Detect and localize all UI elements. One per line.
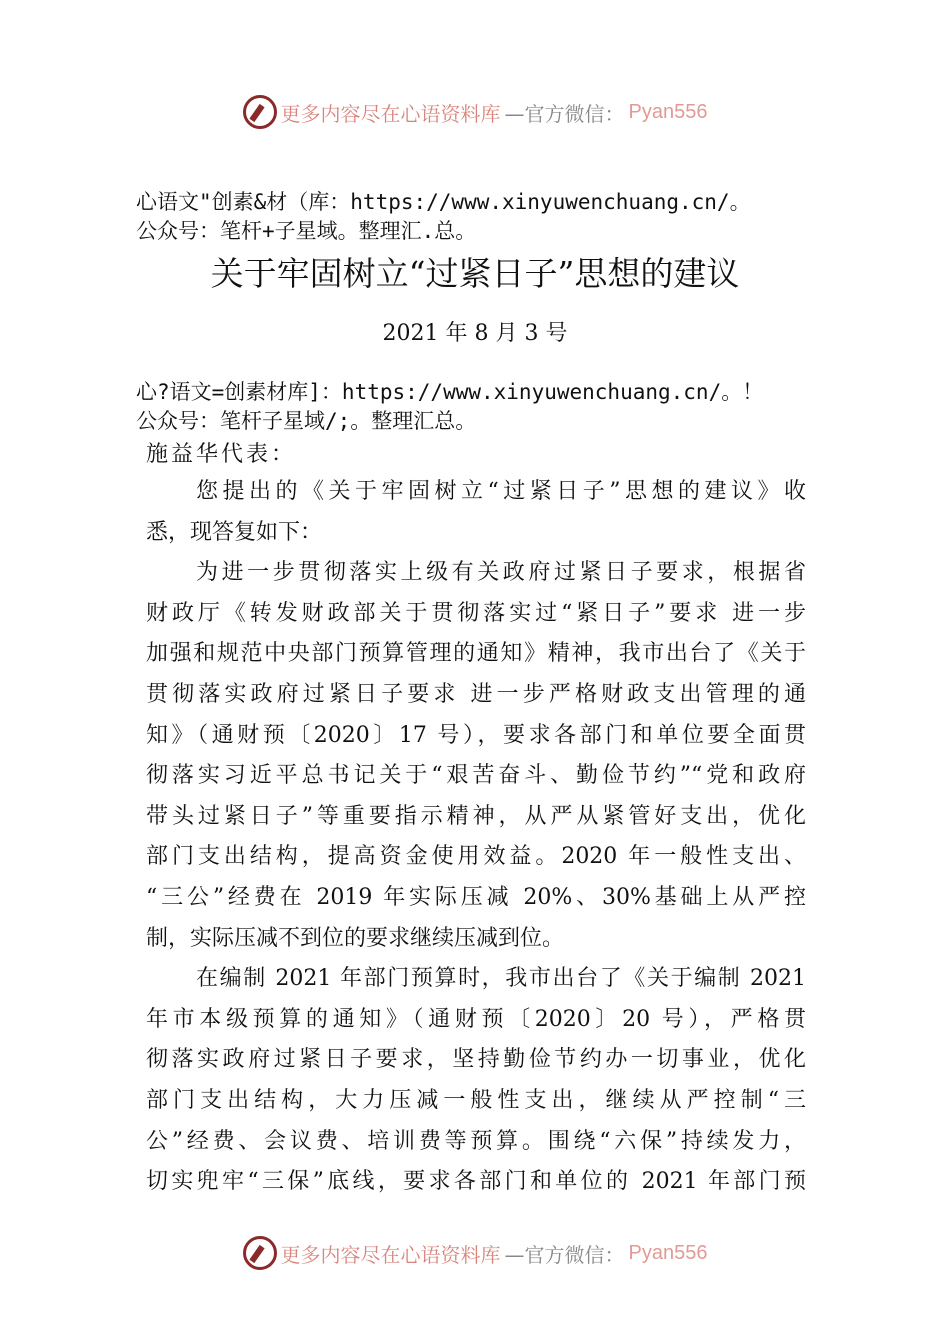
paragraph-line: 为进一步贯彻落实上级有关政府过紧日子要求，根据省 [196, 560, 806, 586]
watermark-account: Pyan556 [628, 100, 708, 123]
document-body [146, 472, 806, 1203]
note-line: 心?语文=创素材库]：https://www.xinyuwenchuang.cn/。！ [136, 380, 764, 404]
paragraph-line: 部门支出结构，大力压减一般性支出，继续从严控制“三 [146, 1087, 806, 1113]
note-line: 公众号：笔杆子星域/;。整理汇总。 [136, 409, 477, 433]
paragraph-line: 您提出的《关于牢固树立“过紧日子”思想的建议》收 [196, 479, 806, 504]
watermark-dash: —官方微信： [504, 1242, 625, 1267]
paragraph-line: 悉，现答复如下： [146, 519, 323, 545]
paragraph-line: 年市本级预算的通知》（通财预〔2020〕20 号），严格贯 [146, 1006, 806, 1032]
watermark-account: Pyan556 [628, 1241, 708, 1264]
watermark-footer [0, 1236, 950, 1270]
salutation: 施益华代表： [146, 442, 297, 467]
paragraph-line: 切实兜牢“三保”底线，要求各部门和单位的 2021 年部门预 [146, 1169, 806, 1195]
header-note [136, 188, 751, 246]
paragraph-line: 彻落实政府过紧日子要求，坚持勤俭节约办一切事业，优化 [146, 1047, 806, 1073]
paragraph-line: 彻落实习近平总书记关于“艰苦奋斗、勤俭节约”“党和政府 [146, 763, 806, 789]
paragraph-line: 部门支出结构，提高资金使用效益。2020 年一般性支出、 [146, 844, 806, 870]
note-line: 公众号：笔杆+子星域。整理汇.总。 [136, 219, 477, 243]
watermark-brand: 更多内容尽在心语资料库 [280, 1242, 501, 1267]
document-date: 2021 年 8 月 3 号 [382, 321, 568, 346]
pen-logo-icon [243, 1236, 277, 1270]
paragraph-line: 制，实际压减不到位的要求继续压减到位。 [146, 925, 565, 951]
paragraph-line: 贯彻落实政府过紧日子要求 进一步严格财政支出管理的通 [146, 681, 806, 707]
paragraph-line: 知》（通财预〔2020〕17 号），要求各部门和单位要全面贯 [146, 722, 806, 748]
watermark-header [0, 95, 950, 129]
paragraph-line: 加强和规范中央部门预算管理的通知》精神，我市出台了《关于 [146, 641, 806, 667]
paragraph-line: 财政厅《转发财政部关于贯彻落实过“紧日子”要求 进一步 [146, 600, 806, 626]
paragraph-line: 公”经费、会议费、培训费等预算。围绕“六保”持续发力， [146, 1128, 806, 1154]
watermark-brand: 更多内容尽在心语资料库 [280, 101, 501, 126]
document-title: 关于牢固树立“过紧日子”思想的建议 [210, 254, 740, 293]
paragraph-line: 带头过紧日子”等重要指示精神，从严从紧管好支出，优化 [146, 803, 806, 829]
pen-logo-icon [243, 95, 277, 129]
paragraph-line: “三公”经费在 2019 年实际压减 20%、30%基础上从严控 [146, 884, 806, 910]
paragraph-line: 在编制 2021 年部门预算时，我市出台了《关于编制 2021 [196, 966, 806, 992]
note-line: 心语文"创素&材（库：https://www.xinyuwenchuang.cn/。 [136, 190, 751, 214]
watermark-dash: —官方微信： [504, 101, 625, 126]
second-note [136, 378, 763, 436]
